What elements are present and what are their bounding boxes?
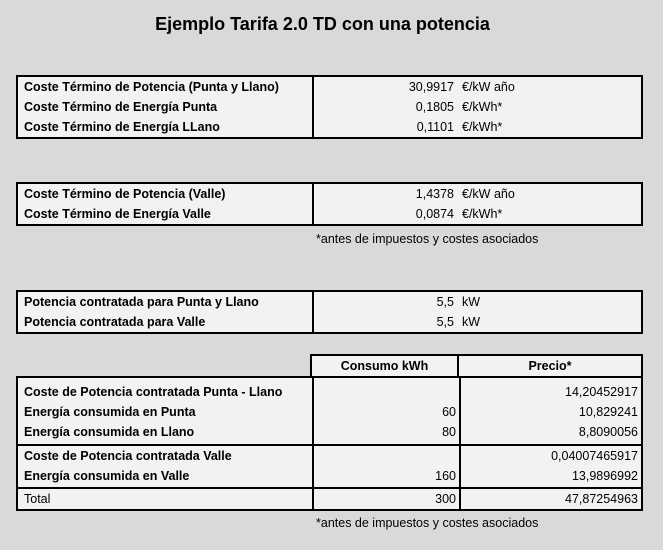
header-consumo: Consumo kWh <box>310 354 459 378</box>
row-label: Energía consumida en Llano <box>24 425 195 439</box>
row-value: 0,1101 <box>416 120 454 134</box>
table-row <box>18 422 641 442</box>
total-label: Total <box>24 492 51 506</box>
row-unit: kW <box>462 315 481 329</box>
row-consumo: 160 <box>435 469 456 483</box>
table-row <box>18 446 641 466</box>
row-value: 0,0874 <box>415 207 454 221</box>
tariff-box-punta-llano <box>16 75 643 139</box>
row-label: Coste Término de Potencia (Valle) <box>24 187 226 201</box>
total-consumo: 300 <box>435 492 456 506</box>
row-label: Coste de Potencia contratada Punta - Llano <box>24 385 283 399</box>
header-precio: Precio* <box>457 354 643 378</box>
row-value: 5,5 <box>436 295 454 309</box>
row-label: Coste Término de Energía Punta <box>24 100 218 114</box>
row-unit: kW <box>462 295 481 309</box>
row-unit: €/kW año <box>462 187 515 201</box>
table-row <box>18 402 641 422</box>
row-precio: 10,829241 <box>578 405 638 419</box>
row-unit: €/kWh* <box>462 120 503 134</box>
row-precio: 13,9896992 <box>571 469 638 483</box>
tariff-row <box>18 184 641 204</box>
power-row <box>18 292 641 312</box>
row-label: Coste Término de Energía LLano <box>24 120 220 134</box>
row-consumo: 80 <box>442 425 456 439</box>
power-row <box>18 312 641 332</box>
row-value: 1,4378 <box>415 187 454 201</box>
tariff-row <box>18 97 641 117</box>
row-unit: €/kWh* <box>462 207 503 221</box>
total-precio: 47,87254963 <box>565 492 638 506</box>
row-precio: 14,20452917 <box>565 385 638 399</box>
row-label: Potencia contratada para Valle <box>24 315 206 329</box>
table-row <box>18 466 641 486</box>
tariff-box-valle <box>16 182 643 226</box>
tariff-row <box>18 117 641 137</box>
row-label: Coste Término de Potencia (Punta y Llano) <box>24 80 279 94</box>
contracted-power-box <box>16 290 643 334</box>
tariff-row <box>18 77 641 97</box>
tax-note: *antes de impuestos y costes asociados <box>316 516 539 530</box>
row-precio: 0,04007465917 <box>551 449 638 463</box>
tax-note: *antes de impuestos y costes asociados <box>316 232 539 246</box>
page-title: Ejemplo Tarifa 2.0 TD con una potencia <box>155 14 490 34</box>
row-unit: €/kW año <box>462 80 515 94</box>
row-label: Coste de Potencia contratada Valle <box>24 449 232 463</box>
table-row <box>18 382 641 402</box>
row-label: Potencia contratada para Punta y Llano <box>24 295 259 309</box>
row-unit: €/kWh* <box>462 100 503 114</box>
row-value: 30,9917 <box>408 80 454 94</box>
row-precio: 8,8090056 <box>578 425 638 439</box>
row-value: 0,1805 <box>415 100 454 114</box>
total-row <box>18 489 641 509</box>
row-consumo: 60 <box>442 405 456 419</box>
cost-table <box>16 376 643 511</box>
row-value: 5,5 <box>436 315 454 329</box>
row-label: Coste Término de Energía Valle <box>24 207 211 221</box>
row-label: Energía consumida en Valle <box>24 469 190 483</box>
tariff-row <box>18 204 641 224</box>
row-label: Energía consumida en Punta <box>24 405 196 419</box>
